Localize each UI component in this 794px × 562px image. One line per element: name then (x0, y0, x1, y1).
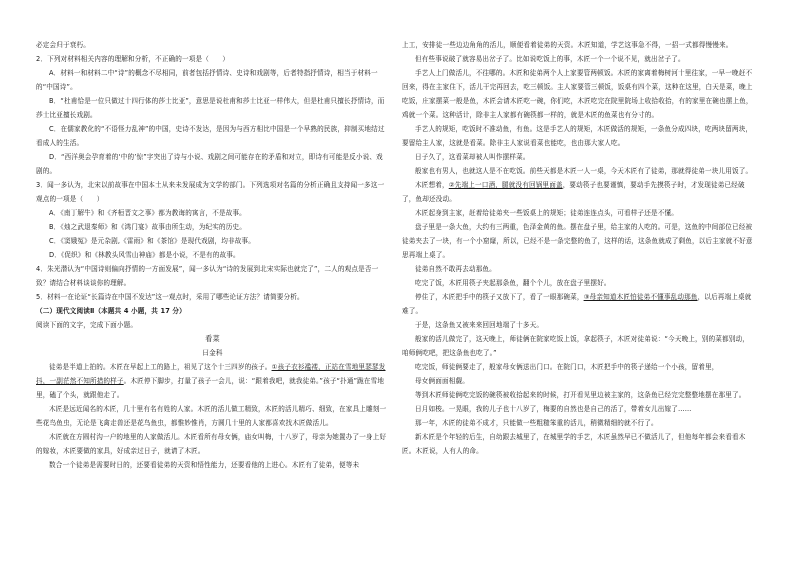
story-paragraph: 吃完了饭，木匠用筷子夹起那条鱼，翻个个儿，放在盘子里摆好。 (415, 279, 611, 287)
option-c: C．《窦娥冤》是元杂剧,《雷雨》和《茶馆》是现代戏剧，均非故事。 (49, 237, 256, 245)
story-paragraph: 那一年，木匠的徒弟不成才，只能做一些粗糙笨重的活儿，稍微精细的就不行了。 (415, 419, 658, 427)
story-paragraph (402, 178, 755, 206)
story-paragraph: 木匠就在方圆村沟一户的地里的人家做活儿。木匠看所有母女俩，庙女叫梅，十八岁了，母亲为她置办了一身上好的嫁妆，木匠要做的家具，好成亲过日子，就请了木匠。 (36, 433, 387, 455)
option-d: D．《促织》和《林教头风雪山神庙》都是小说，不是有的故事。 (49, 251, 240, 259)
story-paragraph: 吃完饭，师徒俩要走了，般家母女俩送出门口。在院门口，木匠把手中的筷子递给一个小孩，留着里， (415, 363, 719, 371)
story-paragraph: 手艺人上门做活儿，不往哪的。木匠和徒弟两个人上家要管两顿饭。木匠的家离着梅树河十里往家，一早一晚赶不回来，得在主家住下，活儿干完再回去，吃三顿饭。主人家要管三顿饭，饭桌有四个菜，这种在这里，白天是菜，晚上吃饭，庄家摆菜一般是鱼，木匠会请木匠吃一碗，你们吃，木匠吃完在院里院场上收拾收拾，有的家里在碗也摆上鱼，鸡就一个菜。这种活计，除非主人家都有碗筷都一样的，就是木匠的鱼菜也有分寸的。 (402, 69, 753, 119)
story-paragraph: 日月如梭。一晃眼，我的儿子也十八岁了，梅要的自然也是自己的活了，带着女儿出嫁了…… (415, 405, 692, 413)
story-paragraph: 新木匠是个年轻的后生，自幼跟去城里了，在城里学的手艺，木匠虽然早已不做活儿了，但他每年都会来看看木匠。木匠说，人有人的命。 (402, 433, 746, 455)
story-paragraph: 日子久了，这看菜却被人叫作摆样菜。 (415, 153, 530, 161)
story-paragraph: 但有些事说破了就容易出岔子了。比如说吃饭上的事，木匠一个一个说不见，就出岔子了。 (415, 55, 685, 63)
story-paragraph: 手艺人的规矩，吃饭时不准动鱼，有鱼。这是手艺人的规矩，木匠做活的规矩，一条鱼分成四块，吃两块留两块，要留给主人家，这就是看菜。除非主人家说看菜也能吃，也由那大家人吃。 (402, 125, 753, 147)
underlined-sentence-3: ③母亲知道木匠怕徒弟不懂事乱动那鱼 (583, 293, 698, 301)
text-run: 木匠想着， (415, 181, 449, 189)
story-paragraph: 木匠起身到主家，赶着给徒弟夹一些饭桌上的规矩；徒弟连连点头，可看样子还是不懂。 (415, 209, 679, 217)
option-b: B．“杜甫恰是一位只做过十四行体的莎士比亚”，意思是说杜甫和莎士比亚一样伟大，但是杜甫只擅长抒情诗，而莎士比亚擅长戏剧。 (36, 97, 385, 119)
story-paragraph: 木匠是远近闻名的木匠，几十里有名有姓的人家。木匠的活儿做工精致，木匠的活儿精巧、细致，在家具上雕刻一些花鸟鱼虫，无论是飞禽走兽还是花鸟鱼虫，都惟妙惟肖，方圆几十里的人家都喜欢找木匠做活儿。 (36, 405, 387, 427)
story-paragraph: 徒弟自然不敢再去动那鱼。 (415, 265, 496, 273)
story-paragraph: 数合一个徒弟是需要时日的，还要看徒弟的天资和悟性能力，还要看他的上进心。木匠有了徒弟，便等未 (49, 461, 360, 469)
option-b: B．《烛之武退秦师》和《鸿门宴》故事由所生动，为纪实的历史。 (49, 223, 246, 231)
underlined-sentence-2: ②先端上一口酒，腿就没有回锅里面盖 (448, 181, 563, 189)
paragraph: 必定会归于衰朽。 (36, 41, 90, 49)
question-5: 5．材料一在论证“长篇诗在中国不发达”这一观点时，采用了哪些论证方法？请简要分析。 (36, 293, 304, 301)
left-column (36, 38, 389, 472)
story-paragraph: 般家也有男人，也就这人是不在吃饭。前些天都是木匠一人一桌，今天木匠有了徒弟，那就得徒弟一块儿用饭了。 (415, 167, 753, 175)
text-run: ，以后再端上桌就难了。 (402, 293, 752, 315)
option-c: C．在儒家教化的“不语怪力乱神”的中国，史诗不发达，是因为与西方相比中国是一个早熟的民族，抑制买地结过看成人的生活。 (36, 125, 385, 147)
question-2: 2．下列对材料相关内容的理解和分析，不正确的一项是（ ） (36, 55, 230, 63)
story-paragraph: 等到木匠师徒俩吃完饭的碗筷被收拾起来的时候，打开看见里边被主家的，这条鱼已经完完整整地摆在那里了。 (415, 391, 746, 399)
text-run: 停住了，木匠把手中的筷子又放下了，看了一眼那碗菜， (415, 293, 584, 301)
story-paragraph: 般家的活儿做完了，这天晚上，师徒俩在院家吃饭上饭，拿起筷子，木匠对徒弟说：“今天晚上，别的菜都别动，咱师俩吃吧，把这条鱼也吃了。” (402, 335, 750, 357)
story-title: 看菜 (205, 334, 220, 343)
option-a: A．材料一和材料二中“诗”的概念不尽相同，前者包括抒情诗、史诗和戏剧等，后者特指抒情诗，相当于材料一的“中国诗”。 (36, 69, 378, 91)
story-paragraph: 上工，安排徒一些边边角角的活儿，顺便看着徒弟的天资。木匠知道，学艺这事急不得，一招一式都得慢慢来。 (402, 41, 733, 49)
option-d: D．“西洋奥会孕育着的‘中的’惊”字突出了诗与小说、戏剧之间可能存在的矛盾和对立，即诗有可能是反小说、戏剧的。 (36, 153, 383, 175)
story-author: 曰金科 (202, 349, 223, 357)
question-3: 3．闻一多认为，北宋以前故事在中国本土从来未发展成为文学的部门。下列选项对名篇的分析正确且支持闻一多这一观点的一项是（ ） (36, 181, 385, 203)
story-paragraph (402, 290, 755, 318)
story-paragraph: 盘子里是一条大鱼，大约有三两重，色泽金黄的鱼。摆在盘子里，给主家的人吃的。可是，这鱼的中间部位已经被徒弟夹去了一块，有一个小窟窿，所以，已经不是一条完整的鱼了，这样的话，这条鱼就成了剩鱼，以后主家就不好意思再端上桌了。 (402, 223, 753, 259)
text-run: 徒弟是半道上拍的。木匠在早起上工的路上，祖见了这个十三四岁的孩子。 (49, 363, 272, 371)
text-run: 。木匠停下脚步，打量了孩子一会儿，说：“跟着我吧，就我徒弟。”孩子“扑通”跪在雪地里，磕了个头，就跟他走了。 (36, 377, 385, 399)
story-paragraph (36, 360, 389, 402)
story-paragraph: 于是，这条鱼又被来来回回地端了十多天。 (415, 321, 544, 329)
section-heading: （二）现代文阅读Ⅱ（本题共 4 小题，共 17 分） (36, 307, 186, 315)
right-column (402, 38, 755, 458)
text-run: ，要动筷子也要谨慎，要动手先摸筷子时，才发现徒弟已经破了，鱼却还没动。 (402, 181, 745, 203)
option-a: A．《南丁解牛》和《齐桓晋文之事》都为教诲的寓言，不是故事。 (49, 209, 246, 217)
question-4: 4．朱光潜认为“中国诗则偏向抒情的一方面发展”，闻一多认为“诗的发展到北宋实际也就完了”，二人的观点是否一致？请结合材料谈谈你的理解。 (36, 265, 379, 287)
underlined-sentence-1: ①孩子衣衫褴褛，正站在雪地里瑟瑟发抖，一副茫然不知所措的样子 (36, 363, 386, 385)
instructions: 阅读下面的文字，完成下面小题。 (36, 321, 138, 329)
story-paragraph: 母女俩面面相觑。 (415, 377, 469, 385)
